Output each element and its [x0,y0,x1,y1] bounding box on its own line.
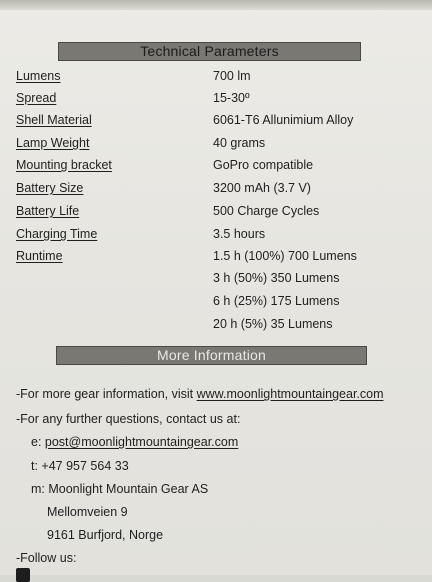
street-text: Mellomveien 9 [47,505,128,519]
visit-text: -For more gear information, visit [16,387,197,401]
spec-label-charging-time: Charging Time [16,227,98,241]
spec-label-lumens: Lumens [16,69,61,83]
follow-text: -Follow us: [16,551,77,565]
questions-text: -For any further questions, contact us at: [16,412,241,426]
spec-value-charging-time: 3.5 hours [213,227,266,241]
spec-value-runtime-4: 20 h (5%) 35 Lumens [213,317,333,331]
mail-name-text: m: Moonlight Mountain Gear AS [31,482,209,496]
facebook-icon[interactable] [16,568,30,582]
spec-value-spread: 15-30º [213,91,250,105]
visit-line [16,387,384,401]
spec-label-battery-life: Battery Life [16,204,80,218]
email-link[interactable]: post@moonlightmountaingear.com [44,435,239,449]
email-prefix: e: [31,435,45,449]
spec-label-battery-size: Battery Size [16,181,84,195]
spec-label-shell-material: Shell Material [16,113,92,127]
spec-value-lamp-weight: 40 grams [213,136,266,150]
spec-value-lumens: 700 lm [213,69,251,83]
spec-value-runtime-3: 6 h (25%) 175 Lumens [213,294,340,308]
spec-label-mounting-bracket: Mounting bracket [16,158,112,172]
spec-value-battery-size: 3200 mAh (3.7 V) [213,181,311,195]
spec-value-mounting-bracket: GoPro compatible [213,158,314,172]
technical-parameters-heading: Technical Parameters [58,42,361,61]
website-link[interactable]: www.moonlightmountaingear.com [196,387,384,401]
spec-value-runtime-2: 3 h (50%) 350 Lumens [213,271,340,285]
email-line [31,435,238,449]
more-information-heading: More Information [56,346,367,365]
paper-edge [0,0,432,10]
spec-value-shell-material: 6061-T6 Allunimium Alloy [213,113,354,127]
spec-value-battery-life: 500 Charge Cycles [213,204,320,218]
phone-text: t: +47 957 564 33 [31,459,129,473]
spec-label-runtime: Runtime [16,249,63,263]
spec-label-lamp-weight: Lamp Weight [16,136,90,150]
spec-value-runtime-1: 1.5 h (100%) 700 Lumens [213,249,357,263]
spec-label-spread: Spread [16,91,57,105]
city-text: 9161 Burfjord, Norge [47,528,164,542]
